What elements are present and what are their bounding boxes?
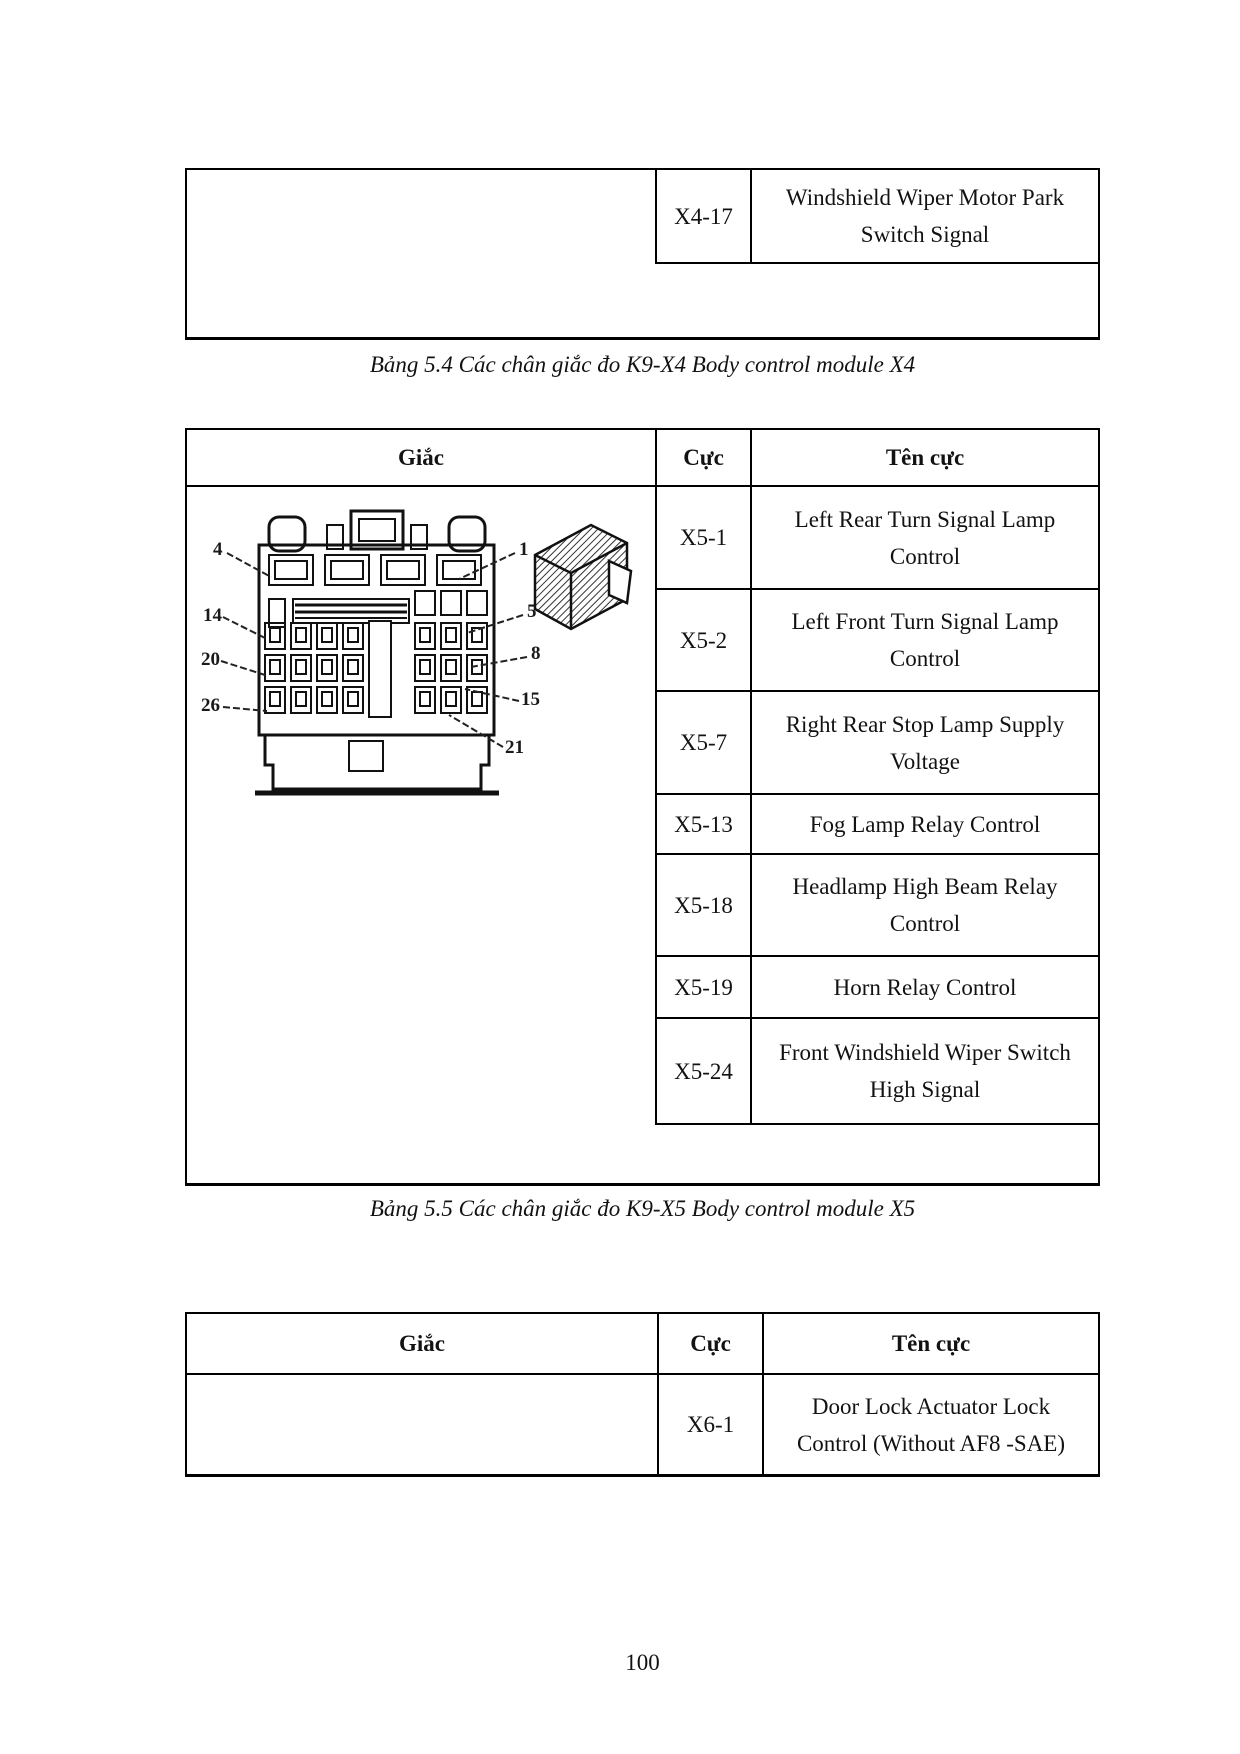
- table-row: [187, 1375, 1098, 1474]
- callout-label: 1: [519, 539, 529, 560]
- pin-name-cell: Left Rear Turn Signal Lamp Control: [794, 506, 1056, 569]
- pin-name-cell: Left Front Turn Signal Lamp Control: [791, 609, 1059, 671]
- header-connector: Giắc: [187, 430, 657, 485]
- table-x4-continued: [185, 168, 1100, 340]
- table-row: [657, 855, 1098, 957]
- table-x5-connector-cell: [187, 487, 655, 808]
- pin-name-cell: Fog Lamp Relay Control: [809, 811, 1041, 837]
- pin-id-cell: X5-19: [657, 957, 752, 1017]
- callout-label: 5: [527, 601, 537, 622]
- table-x6-header-row: [187, 1314, 1098, 1375]
- callout-label: 20: [201, 649, 220, 670]
- table-row: [657, 795, 1098, 855]
- header-pin: Cực: [657, 430, 752, 485]
- pin-name-cell: Door Lock Actuator Lock Control (Without AF8 -SAE): [796, 1393, 1066, 1456]
- callout-label: 21: [505, 737, 524, 758]
- callout-label: 4: [213, 539, 223, 560]
- pin-id-cell: X6-1: [659, 1375, 764, 1474]
- pin-id-cell: X5-18: [657, 855, 752, 955]
- connector-front-view: [255, 511, 499, 793]
- header-pin-name: Tên cực: [885, 445, 965, 470]
- callout-label: 15: [521, 689, 540, 710]
- table-x4-rows: [655, 170, 1098, 264]
- connector-pinout-figure: [187, 487, 655, 808]
- table-x5-rows: [655, 487, 1098, 1125]
- header-pin: Cực: [659, 1314, 764, 1373]
- pin-name-cell: Headlamp High Beam Relay Control: [792, 874, 1058, 936]
- connector-3d-view: [535, 525, 631, 629]
- header-pin-name: Tên cực: [891, 1331, 971, 1356]
- connector-pinout-diagram: [199, 503, 639, 803]
- table-x4-body: [187, 170, 1098, 264]
- table-row: [657, 487, 1098, 590]
- table-row: [657, 692, 1098, 795]
- header-connector: Giắc: [187, 1314, 659, 1373]
- pin-id-cell: X5-24: [657, 1019, 752, 1123]
- table-x5-caption: Bảng 5.5 Các chân giắc đo K9-X5 Body control module X5: [369, 1196, 916, 1221]
- pin-name-cell: Horn Relay Control: [833, 974, 1017, 1000]
- table-row: [657, 957, 1098, 1019]
- table-row: [657, 1019, 1098, 1125]
- table-x5-body: [187, 487, 1098, 1125]
- pin-name-cell: Front Windshield Wiper Switch High Signal: [779, 1040, 1071, 1102]
- table-x6: [185, 1312, 1100, 1477]
- pin-id-cell: X5-7: [657, 692, 752, 793]
- callout-label: 8: [531, 643, 541, 664]
- pin-id-cell: X4-17: [657, 170, 752, 262]
- callout-label: 26: [201, 695, 220, 716]
- pin-id-cell: X5-2: [657, 590, 752, 690]
- pin-id-cell: X5-13: [657, 795, 752, 853]
- table-x5-header-row: [187, 430, 1098, 487]
- pin-name-cell: Windshield Wiper Motor Park Switch Signal: [785, 185, 1065, 247]
- table-x4-caption: Bảng 5.4 Các chân giắc đo K9-X4 Body control module X4: [369, 352, 916, 377]
- table-row: [657, 590, 1098, 692]
- table-row: [657, 170, 1098, 264]
- page-number: 100: [625, 1650, 660, 1675]
- pin-id-cell: X5-1: [657, 487, 752, 588]
- pin-name-cell: Right Rear Stop Lamp Supply Voltage: [785, 711, 1065, 774]
- connector-cell-empty: [187, 1375, 659, 1474]
- callout-label: 14: [203, 605, 222, 626]
- table-x5: [185, 428, 1100, 1186]
